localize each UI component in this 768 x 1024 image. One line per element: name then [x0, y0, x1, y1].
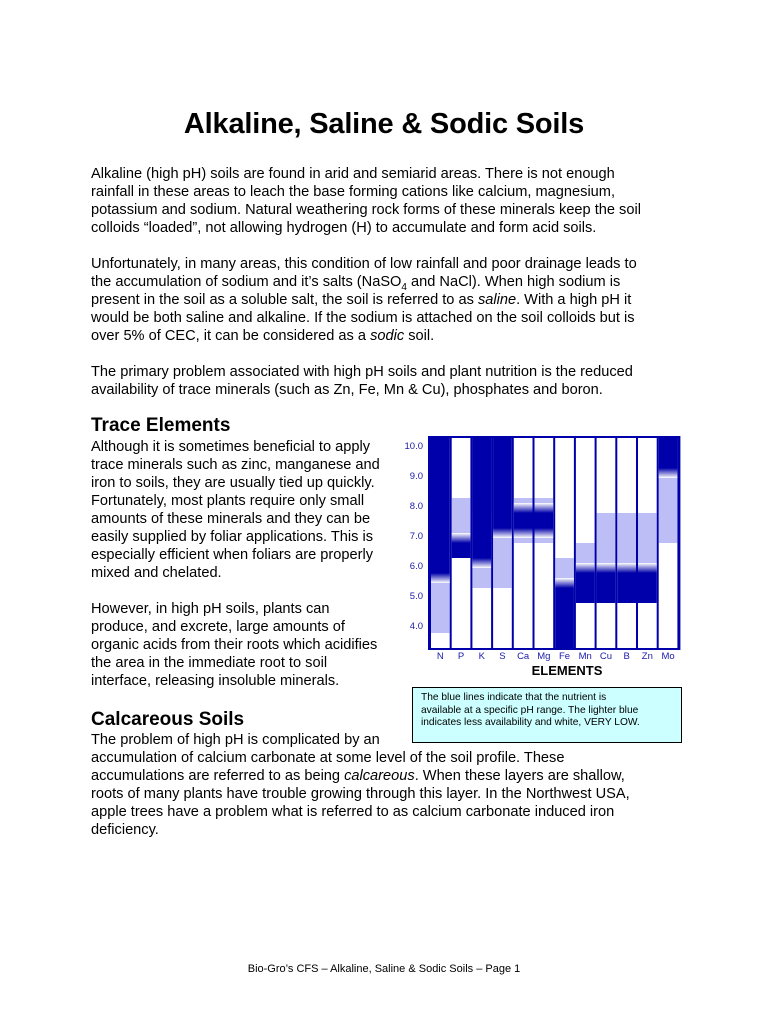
- chart-x-tick-label: K: [478, 651, 485, 662]
- text-line: organic acids from their roots which acidifies: [91, 637, 378, 653]
- text-line: Fortunately, most plants require only small: [91, 493, 365, 509]
- calcareous-soils-heading: Calcareous Soils: [91, 709, 245, 730]
- page-footer: Bio-Gro’s CFS – Alkaline, Saline & Sodic Soils – Page 1: [247, 963, 521, 975]
- chart-bar-available: [535, 513, 554, 528]
- chart-bar-fe: [555, 438, 574, 648]
- text-line: roots of many plants have trouble growing through this layer. In the Northwest USA,: [91, 786, 630, 802]
- intro-paragraph-3: [91, 363, 691, 399]
- chart-bar-available: [452, 543, 471, 558]
- chart-x-tick-label: N: [436, 651, 444, 662]
- chart-bar-fade-top: [617, 563, 636, 573]
- text-line: availability of trace minerals (such as Zn, Fe, Mn & Cu), phosphates and boron.: [91, 382, 603, 398]
- trace-paragraph-2: [91, 600, 391, 690]
- text-segment: and NaCl). When high sodium is: [406, 274, 621, 290]
- chart-x-ticks: [437, 651, 675, 662]
- chart-bar-available: [638, 573, 657, 603]
- text-line: Unfortunately, in many areas, this condition of low rainfall and poor drainage leads to: [91, 256, 637, 272]
- chart-y-tick-label: 8.0: [409, 501, 423, 512]
- chart-bar-fade-top: [555, 578, 574, 588]
- chart-x-tick-label: S: [499, 651, 506, 662]
- chart-y-tick-label: 5.0: [409, 591, 423, 602]
- text-line: available at a specific pH range. The lighter blue: [421, 704, 639, 716]
- emphasis-sodic: sodic: [370, 328, 405, 344]
- chart-bar-k: [472, 438, 491, 648]
- text-line: trace minerals such as zinc, manganese and: [91, 457, 380, 473]
- chart-bar-available: [555, 588, 574, 648]
- text-line: The problem of high pH is complicated by an: [91, 732, 380, 748]
- chart-bar-fade-top: [638, 563, 657, 573]
- emphasis-saline: saline: [477, 292, 517, 308]
- text-line: interface, releasing insoluble minerals.: [91, 673, 340, 689]
- chart-x-axis-label: ELEMENTS: [531, 663, 603, 678]
- chart-y-tick-label: 7.0: [409, 531, 423, 542]
- chart-x-tick-label: Mn: [578, 651, 592, 662]
- text-line: Alkaline (high pH) soils are found in arid and semiarid areas. There is not enough: [91, 166, 615, 182]
- chart-bar-n: [431, 438, 450, 648]
- page-title: Alkaline, Saline & Sodic Soils: [183, 108, 585, 140]
- intro-paragraph-1: [91, 165, 691, 237]
- chart-bar-available: [472, 438, 491, 558]
- chart-bar-fade-bottom: [431, 573, 450, 583]
- chart-bar-available: [617, 573, 636, 603]
- intro-paragraph-2: [91, 255, 691, 345]
- text-line: rainfall in these areas to leach the base forming cations like calcium, magnesium,: [91, 184, 616, 200]
- text-segment: the accumulation of sodium and it’s salts (NaSO: [91, 274, 402, 290]
- chart-bar-fade-bottom: [659, 468, 678, 478]
- chart-x-tick-label: P: [457, 651, 465, 662]
- chart-bar-fade-top: [597, 563, 616, 573]
- chart-bar-fade-bottom: [535, 528, 554, 538]
- text-segment: soil.: [404, 328, 435, 344]
- text-segment: over 5% of CEC, it can be considered as a: [91, 328, 371, 344]
- text-line: amounts of these minerals and they can be: [91, 511, 371, 527]
- text-line: indicates less availability and white, VERY LOW.: [421, 717, 640, 728]
- calcareous-paragraph: [91, 731, 691, 839]
- nutrient-availability-chart: [395, 430, 685, 680]
- text-segment: present in the soil as a soluble salt, the soil is referred to as: [91, 292, 478, 308]
- chart-x-tick-label: B: [623, 651, 630, 662]
- chart-bar-available: [514, 513, 533, 528]
- chart-x-tick-label: Fe: [559, 651, 571, 662]
- chart-bar-fade-top: [514, 503, 533, 513]
- chart-bar-b: [617, 438, 636, 648]
- chart-bar-available: [493, 438, 512, 528]
- text-line: [91, 291, 691, 309]
- chart-y-ticks: [405, 441, 424, 632]
- text-segment: . When these layers are shallow,: [414, 768, 625, 784]
- text-line: colloids “loaded”, not allowing hydrogen (H) to accumulate and form acid soils.: [91, 220, 597, 236]
- chart-bar-fade-bottom: [472, 558, 491, 568]
- text-segment: . With a high pH it: [516, 292, 632, 308]
- text-line: [91, 273, 691, 291]
- chart-bar-cu: [597, 438, 616, 648]
- text-line: easily supplied by foliar applications. This is: [91, 529, 374, 545]
- text-line: [91, 327, 691, 345]
- text-line: Although it is sometimes beneficial to apply: [91, 439, 371, 455]
- text-line: potassium and sodium. Natural weathering rock forms of these minerals keep the soil: [91, 202, 641, 218]
- chart-y-tick-label: 10.0: [404, 441, 423, 452]
- chart-y-tick-label: 9.0: [409, 471, 423, 482]
- chart-bar-ca: [514, 438, 533, 648]
- chart-x-tick-label: Mo: [661, 651, 675, 662]
- chart-y-tick-label: 6.0: [409, 561, 423, 572]
- text-line: The blue lines indicate that the nutrient is: [421, 692, 607, 703]
- chart-bar-mn: [576, 438, 595, 648]
- chart-bar-p: [452, 438, 471, 648]
- text-line: produce, and excrete, large amounts of: [91, 619, 345, 635]
- chart-bar-fade-bottom: [493, 528, 512, 538]
- chart-bar-fade-top: [576, 563, 595, 573]
- chart-bar-available: [576, 573, 595, 603]
- chart-x-tick-label: Cu: [599, 651, 613, 662]
- chart-bar-available: [431, 438, 450, 573]
- chart-bar-fade-bottom: [514, 528, 533, 538]
- chart-x-tick-label: Zn: [641, 651, 653, 662]
- text-line: iron to soils, they are usually tied up quickly.: [91, 475, 375, 491]
- chart-x-tick-label: Mg: [537, 651, 551, 662]
- chart-bar-available: [597, 573, 616, 603]
- text-line: accumulation of calcium carbonate at some level of the soil profile. These: [91, 750, 565, 766]
- emphasis-calcareous: calcareous: [344, 768, 415, 784]
- chart-bar-available: [659, 438, 678, 468]
- text-line: especially efficient when foliars are properly: [91, 547, 374, 563]
- text-line: deficiency.: [91, 822, 159, 838]
- chart-bar-fade-top: [535, 503, 554, 513]
- chart-bar-s: [493, 438, 512, 648]
- chart-y-tick-label: 4.0: [409, 621, 423, 632]
- text-line: the area in the immediate root to soil: [91, 655, 328, 671]
- text-line: mixed and chelated.: [91, 565, 222, 581]
- chart-bars: [428, 436, 680, 650]
- chart-x-tick-label: Ca: [517, 651, 530, 662]
- chart-bar-mo: [659, 438, 678, 648]
- trace-elements-heading: Trace Elements: [91, 415, 231, 436]
- text-segment: accumulations are referred to as being: [91, 768, 345, 784]
- text-line: apple trees have a problem what is referred to as calcium carbonate induced iron: [91, 804, 615, 820]
- text-line: The primary problem associated with high pH soils and plant nutrition is the reduced: [91, 364, 633, 380]
- chart-bar-fade-top: [452, 533, 471, 543]
- text-line: would be both saline and alkaline. If the sodium is attached on the soil colloids but is: [91, 310, 635, 326]
- trace-paragraph-1: [91, 438, 391, 582]
- subscript: 4: [401, 281, 407, 293]
- text-line: [91, 767, 691, 785]
- chart-bar-zn: [638, 438, 657, 648]
- chart-bar-mg: [535, 438, 554, 648]
- text-line: However, in high pH soils, plants can: [91, 601, 330, 617]
